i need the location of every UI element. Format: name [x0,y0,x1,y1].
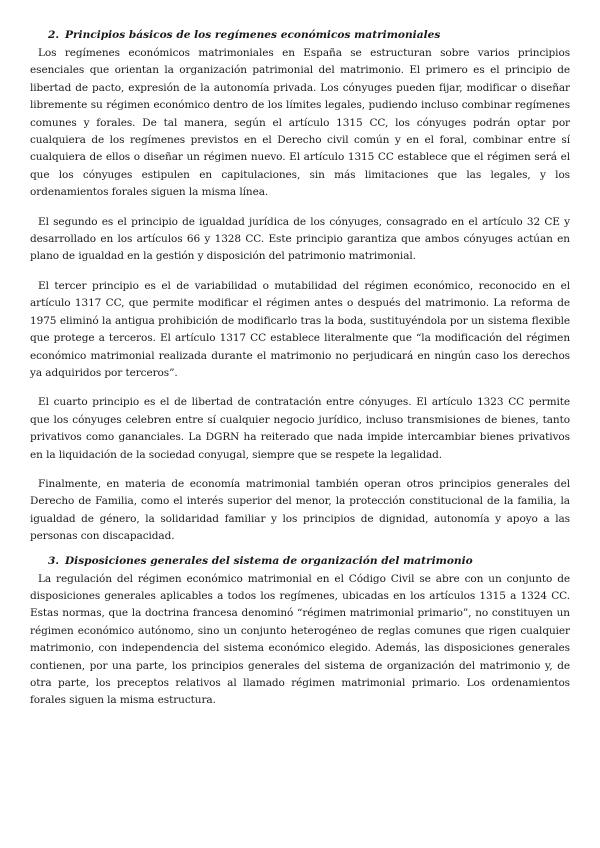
section-2-paragraph-2: El segundo es el principio de igualdad jurídica de los cónyuges, consagrado en el artículo 32 CE y desarrollado en los artículos 66 y 1328 CC. Este principio garantiza que ambos cónyuges actúan en plano de igualdad en la gestión y disposición del patrimonio matrimonial. [30,215,570,263]
section-2-title: Principios básicos de los regímenes económicos matrimoniales [65,29,441,41]
section-2-paragraph-5: Finalmente, en materia de economía matrimonial también operan otros principios generales del Derecho de Familia, como el interés superior del menor, la protección constitucional de la familia, la igualdad de género, la solidaridad familiar y los principios de dignidad, autonomía y apoyo a las personas con discapacidad. [30,477,570,543]
section-2-heading [30,26,570,45]
section-2-paragraph-1: Los regímenes económicos matrimoniales en España se estructuran sobre varios principios esenciales que orientan la organización patrimonial del matrimonio. El primero es el principio de libertad de pacto, expresión de la autonomía privada. Los cónyuges pueden fijar, modificar o diseñar libremente su régimen económico dentro de los límites legales, pudiendo incluso combinar regímenes comunes y forales. De tal manera, según el artículo 1315 CC, los cónyuges podrán optar por cualquiera de los regímenes previstos en el Derecho civil común y en el foral, combinar entre sí cualquiera de ellos o diseñar un régimen nuevo. El artículo 1315 CC establece que el régimen será el que los cónyuges estipulen en capitulaciones, sin más limitaciones que las legales, y los ordenamientos forales siguen la misma línea. [30,47,570,199]
section-2-paragraph-4: El cuarto principio es el de libertad de contratación entre cónyuges. El artículo 1323 CC permite que los cónyuges celebren entre sí cualquier negocio jurídico, incluso transmisiones de bienes, tanto privativos como gananciales. La DGRN ha reiterado que nada impide intercambiar bienes privativos en la liquidación de la sociedad conyugal, siempre que se respete la legalidad. [30,396,570,461]
section-3-heading [30,552,570,571]
section-3-paragraph-1: La regulación del régimen económico matrimonial en el Código Civil se abre con un conjunto de disposiciones generales aplicables a todos los regímenes, ubicadas en los artículos 1315 a 1324 CC. Estas normas, que la doctrina francesa denominó “régimen matrimonial primario”, no constituyen un régimen económico autónomo, sino un conjunto heterogéneo de reglas comunes que rigen cualquier matrimonio, con independencia del sistema económico elegido. Además, las disposiciones generales contienen, por una parte, los principios generales del sistema de organización del matrimonio y, de otra parte, los preceptos relativos al llamado régimen matrimonial primario. Los ordenamientos forales siguen la misma estructura. [30,572,570,707]
section-3-number: 3. [48,554,60,567]
section-2-paragraph-3: El tercer principio es el de variabilidad o mutabilidad del régimen económico, reconocido en el artículo 1317 CC, que permite modificar el régimen antes o después del matrimonio. La reforma de 1975 eliminó la antigua prohibición de modificarlo tras la boda, sustituyéndola por un sistema flexible que protege a terceros. El artículo 1317 CC establece literalmente que “la modificación del régimen económico matrimonial realizada durante el matrimonio no perjudicará en ningún caso los derechos ya adquiridos por terceros”. [30,279,570,379]
section-2-number: 2. [48,29,60,41]
section-3-title: Disposiciones generales del sistema de organización del matrimonio [65,554,473,567]
